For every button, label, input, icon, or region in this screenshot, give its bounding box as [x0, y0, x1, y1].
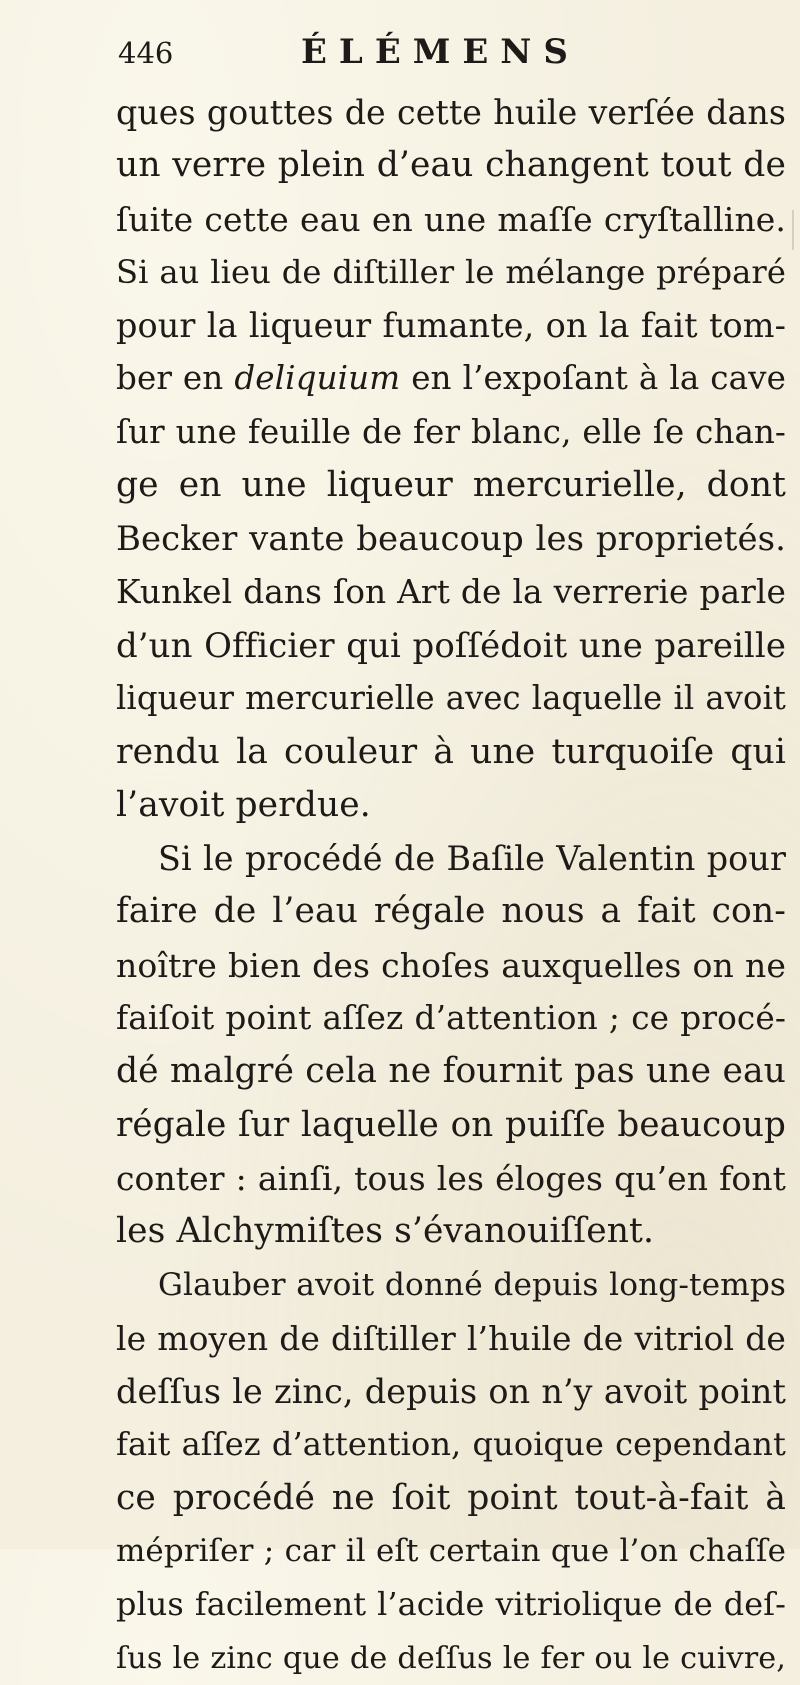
text-line: dé malgré cela ne fournit pas une eau	[116, 1051, 786, 1092]
text-line: un verre plein d’eau changent tout de	[116, 145, 786, 186]
text-line: noître bien des choſes auxquelles on ne	[116, 945, 786, 985]
text-line: d’un Officier qui poſſédoit une pareille	[116, 625, 786, 665]
text-line: Becker vante beaucoup les proprietés.	[116, 519, 786, 559]
text-line: Kunkel dans ſon Art de la verrerie parle	[116, 572, 786, 611]
text-line: pour la liqueur fumante, on la fait tom-	[116, 306, 786, 346]
text-line: ge en une liqueur mercurielle, dont	[116, 465, 786, 506]
text-line: ſur une feuille de fer blanc, elle ſe chan-	[116, 412, 786, 451]
paper-mark	[792, 210, 794, 250]
text-line: faire de l’eau régale nous a fait con-	[116, 891, 786, 932]
text-line: ce procédé ne ſoit point tout-à-fait à	[116, 1477, 786, 1518]
paragraph-first-line: Glauber avoit donné depuis long-temps	[158, 1266, 786, 1303]
text-line: régale ſur laquelle on puiſſe beaucoup	[116, 1104, 786, 1145]
text-line: plus facilement l’acide vitriolique de deſ-	[116, 1585, 786, 1624]
text-line: ſuite cette eau en une maſſe cryſtalline.	[116, 199, 786, 239]
text-line: liqueur mercurielle avec laquelle il avoit	[116, 679, 786, 718]
text-line: ſus le zinc que de deſſus le fer ou le cuivre,	[116, 1640, 786, 1676]
text-fragment: ber en	[116, 359, 224, 398]
text-line: conter : ainſi, tous les éloges qu’en font	[116, 1158, 786, 1198]
paragraph-last-line: les Alchymiſtes s’évanouiſſent.	[116, 1211, 655, 1252]
text-line: ques gouttes de cette huile verſée dans	[116, 93, 786, 132]
text-line: deſſus le zinc, depuis on n’y avoit point	[116, 1372, 786, 1412]
paragraph-first-line: Si le procédé de Baſile Valentin pour	[158, 839, 786, 879]
italic-term: deliquium	[234, 359, 401, 398]
text-fragment: en l’expoſant à la cave	[411, 359, 787, 398]
text-line: rendu la couleur à une turquoiſe qui	[116, 731, 786, 772]
text-line: Si au lieu de diſtiller le mélange préparé	[116, 252, 786, 291]
body-text	[116, 86, 786, 1685]
running-head: ÉLÉMENS	[301, 32, 580, 72]
page-number: 446	[118, 36, 174, 70]
text-line: fait aſſez d’attention, quoique cependant	[116, 1425, 786, 1464]
text-line-with-italic	[116, 352, 786, 405]
text-line: mépriſer ; car il eſt certain que l’on chaſſe	[116, 1533, 786, 1570]
text-line: faiſoit point aſſez d’attention ; ce procé-	[116, 999, 786, 1038]
text-line: le moyen de diſtiller l’huile de vitriol de	[116, 1318, 786, 1358]
paragraph-last-line: l’avoit perdue.	[116, 784, 371, 825]
page-header	[118, 22, 638, 82]
